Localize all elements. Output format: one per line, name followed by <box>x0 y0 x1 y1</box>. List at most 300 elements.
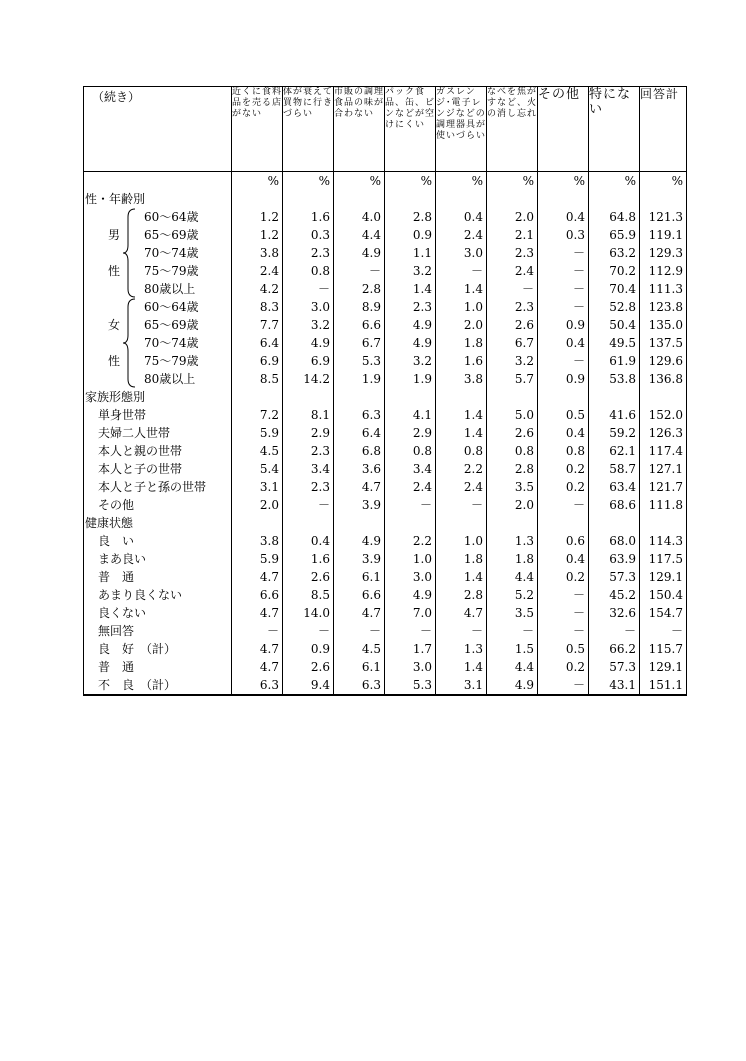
value-cell: 64.8 <box>589 208 640 226</box>
value-cell: 4.7 <box>436 604 487 622</box>
table-row <box>84 208 687 226</box>
value-cell: － <box>538 604 589 622</box>
value-cell: 70.2 <box>589 262 640 280</box>
value-cell: 3.5 <box>487 478 538 496</box>
value-cell: 2.9 <box>283 424 334 442</box>
value-cell: 3.1 <box>232 478 283 496</box>
row-label-cell <box>84 406 232 424</box>
value-cell: 4.9 <box>385 586 436 604</box>
value-cell: 65.9 <box>589 226 640 244</box>
row-label: 80歳以上 <box>144 282 196 296</box>
value-cell: 0.5 <box>538 640 589 658</box>
row-label-cell <box>84 298 232 316</box>
row-label: 良 好 （計） <box>98 642 177 656</box>
value-cell: 2.3 <box>487 244 538 262</box>
value-cell: － <box>538 244 589 262</box>
empty-cell <box>232 388 283 406</box>
value-cell: 59.2 <box>589 424 640 442</box>
value-cell: 0.2 <box>538 460 589 478</box>
row-label: まあ良い <box>98 552 147 566</box>
value-cell: 2.8 <box>436 586 487 604</box>
value-cell: 154.7 <box>640 604 687 622</box>
table-row <box>84 298 687 316</box>
row-label: 75～79歳 <box>144 354 199 368</box>
value-cell: － <box>538 298 589 316</box>
value-cell: － <box>538 586 589 604</box>
value-cell: 0.8 <box>385 442 436 460</box>
empty-cell <box>232 190 283 208</box>
value-cell: 14.0 <box>283 604 334 622</box>
value-cell: 4.4 <box>334 226 385 244</box>
row-label-cell <box>84 676 232 695</box>
value-cell: 1.6 <box>436 352 487 370</box>
value-cell: 111.8 <box>640 496 687 514</box>
value-cell: 1.2 <box>232 226 283 244</box>
section-label: 健康状態 <box>85 516 134 530</box>
table-row <box>84 352 687 370</box>
header-row <box>84 87 687 172</box>
value-cell: 5.9 <box>232 424 283 442</box>
value-cell: 0.9 <box>538 316 589 334</box>
value-cell: 117.4 <box>640 442 687 460</box>
empty-cell <box>283 388 334 406</box>
empty-cell <box>640 514 687 532</box>
value-cell: 2.2 <box>436 460 487 478</box>
unit-cell: % <box>436 172 487 191</box>
value-cell: 129.6 <box>640 352 687 370</box>
table-row <box>84 460 687 478</box>
value-cell: 2.9 <box>385 424 436 442</box>
value-cell: 3.0 <box>436 244 487 262</box>
value-cell: 1.4 <box>436 568 487 586</box>
value-cell: 4.9 <box>385 334 436 352</box>
value-cell: 117.5 <box>640 550 687 568</box>
table-row <box>84 442 687 460</box>
value-cell: 49.5 <box>589 334 640 352</box>
value-cell: － <box>538 262 589 280</box>
value-cell: 3.5 <box>487 604 538 622</box>
row-label-cell <box>84 262 232 280</box>
value-cell: 2.4 <box>232 262 283 280</box>
value-cell: 4.7 <box>232 640 283 658</box>
section-label: 性・年齢別 <box>85 192 146 206</box>
section-label-cell <box>84 190 232 208</box>
section-household <box>84 388 687 406</box>
value-cell: － <box>538 352 589 370</box>
value-cell: － <box>538 496 589 514</box>
row-label: 75～79歳 <box>144 264 199 278</box>
table-row <box>84 568 687 586</box>
table-row <box>84 478 687 496</box>
value-cell: 6.9 <box>232 352 283 370</box>
value-cell: 2.4 <box>436 478 487 496</box>
value-cell: － <box>487 280 538 298</box>
value-cell: 8.9 <box>334 298 385 316</box>
value-cell: 57.3 <box>589 658 640 676</box>
value-cell: 45.2 <box>589 586 640 604</box>
value-cell: 5.9 <box>232 550 283 568</box>
value-cell: 2.8 <box>487 460 538 478</box>
empty-cell <box>232 514 283 532</box>
value-cell: 53.8 <box>589 370 640 388</box>
empty-cell <box>334 514 385 532</box>
value-cell: 0.5 <box>538 406 589 424</box>
value-cell: 3.8 <box>232 244 283 262</box>
row-label-cell <box>84 658 232 676</box>
value-cell: 8.5 <box>283 586 334 604</box>
table-row <box>84 550 687 568</box>
value-cell: － <box>334 622 385 640</box>
unit-cell: % <box>334 172 385 191</box>
value-cell: 0.4 <box>538 334 589 352</box>
value-cell: 2.0 <box>232 496 283 514</box>
value-cell: － <box>640 622 687 640</box>
value-cell: 2.3 <box>487 298 538 316</box>
col-header: 体が衰えて買物に行きづらい <box>283 87 334 172</box>
value-cell: 1.6 <box>283 550 334 568</box>
gender-label: 男 <box>108 228 121 242</box>
table-row <box>84 316 687 334</box>
unit-cell: % <box>538 172 589 191</box>
value-cell: 0.3 <box>538 226 589 244</box>
value-cell: 0.9 <box>385 226 436 244</box>
row-label: 本人と子の世帯 <box>98 462 183 476</box>
value-cell: 1.0 <box>436 298 487 316</box>
value-cell: 1.6 <box>283 208 334 226</box>
col-header: なべを焦がすなど、火の消し忘れ <box>487 87 538 172</box>
value-cell: 6.4 <box>334 424 385 442</box>
value-cell: 3.4 <box>283 460 334 478</box>
value-cell: 2.3 <box>283 478 334 496</box>
value-cell: 0.4 <box>538 550 589 568</box>
value-cell: 121.3 <box>640 208 687 226</box>
value-cell: 1.3 <box>436 640 487 658</box>
row-label: 80歳以上 <box>144 372 196 386</box>
value-cell: 61.9 <box>589 352 640 370</box>
unit-cell: % <box>589 172 640 191</box>
gender-label: 性 <box>108 264 121 278</box>
value-cell: － <box>283 496 334 514</box>
row-label-cell <box>84 568 232 586</box>
value-cell: 4.7 <box>232 568 283 586</box>
value-cell: 2.4 <box>436 226 487 244</box>
value-cell: 3.8 <box>232 532 283 550</box>
table-row <box>84 676 687 695</box>
section-label: 家族形態別 <box>85 390 146 404</box>
value-cell: 0.8 <box>283 262 334 280</box>
unit-label-cell <box>84 172 232 191</box>
unit-cell: % <box>232 172 283 191</box>
section-sex-age <box>84 190 687 208</box>
col-header: その他 <box>538 87 589 172</box>
value-cell: 66.2 <box>589 640 640 658</box>
value-cell: 0.4 <box>436 208 487 226</box>
row-label: 70～74歳 <box>144 246 199 260</box>
table-row <box>84 604 687 622</box>
value-cell: 2.8 <box>334 280 385 298</box>
value-cell: 32.6 <box>589 604 640 622</box>
empty-cell <box>385 388 436 406</box>
value-cell: 0.9 <box>283 640 334 658</box>
value-cell: 3.0 <box>385 568 436 586</box>
value-cell: － <box>538 676 589 695</box>
value-cell: 8.1 <box>283 406 334 424</box>
value-cell: 2.0 <box>436 316 487 334</box>
value-cell: 1.8 <box>436 550 487 568</box>
row-label-cell <box>84 352 232 370</box>
value-cell: 1.4 <box>436 406 487 424</box>
value-cell: 6.3 <box>334 406 385 424</box>
value-cell: 6.9 <box>283 352 334 370</box>
row-label-cell <box>84 334 232 352</box>
value-cell: 7.0 <box>385 604 436 622</box>
value-cell: 4.9 <box>487 676 538 695</box>
value-cell: － <box>538 622 589 640</box>
value-cell: 6.6 <box>334 586 385 604</box>
row-label-cell <box>84 208 232 226</box>
value-cell: 4.9 <box>283 334 334 352</box>
value-cell: 50.4 <box>589 316 640 334</box>
value-cell: 0.2 <box>538 478 589 496</box>
col-header: 市販の調理食品の味が合わない <box>334 87 385 172</box>
row-label: 65～69歳 <box>144 318 199 332</box>
value-cell: 0.8 <box>487 442 538 460</box>
value-cell: 5.3 <box>385 676 436 695</box>
value-cell: 4.4 <box>487 658 538 676</box>
table-row <box>84 370 687 388</box>
table-row <box>84 586 687 604</box>
table-row <box>84 226 687 244</box>
value-cell: 41.6 <box>589 406 640 424</box>
value-cell: 5.0 <box>487 406 538 424</box>
empty-cell <box>589 190 640 208</box>
value-cell: 3.9 <box>334 496 385 514</box>
value-cell: 1.0 <box>385 550 436 568</box>
col-header: ガスレンジ･電子レンジなどの調理器具が使いづらい <box>436 87 487 172</box>
table-row <box>84 244 687 262</box>
unit-cell: % <box>385 172 436 191</box>
value-cell: 1.1 <box>385 244 436 262</box>
empty-cell <box>283 514 334 532</box>
value-cell: 0.9 <box>538 370 589 388</box>
value-cell: 0.2 <box>538 658 589 676</box>
table-row <box>84 496 687 514</box>
value-cell: － <box>283 622 334 640</box>
value-cell: 3.2 <box>283 316 334 334</box>
value-cell: － <box>436 496 487 514</box>
empty-cell <box>589 388 640 406</box>
col-header: 近くに食料品を売る店がない <box>232 87 283 172</box>
empty-cell <box>640 388 687 406</box>
value-cell: 1.9 <box>334 370 385 388</box>
value-cell: － <box>436 262 487 280</box>
row-label-cell <box>84 424 232 442</box>
unit-cell: % <box>487 172 538 191</box>
value-cell: 4.9 <box>385 316 436 334</box>
row-label: 70～74歳 <box>144 336 199 350</box>
value-cell: － <box>385 496 436 514</box>
continued-label: （続き） <box>84 87 232 172</box>
value-cell: 2.8 <box>385 208 436 226</box>
value-cell: 6.3 <box>232 676 283 695</box>
row-label: 普 通 <box>98 660 135 674</box>
empty-cell <box>334 190 385 208</box>
row-label-cell <box>84 622 232 640</box>
empty-cell <box>538 190 589 208</box>
value-cell: 3.2 <box>487 352 538 370</box>
empty-cell <box>436 190 487 208</box>
table-row <box>84 622 687 640</box>
value-cell: 2.3 <box>283 244 334 262</box>
value-cell: 2.4 <box>385 478 436 496</box>
value-cell: 1.4 <box>385 280 436 298</box>
value-cell: 126.3 <box>640 424 687 442</box>
row-label-cell <box>84 604 232 622</box>
value-cell: 1.9 <box>385 370 436 388</box>
value-cell: 152.0 <box>640 406 687 424</box>
value-cell: 1.2 <box>232 208 283 226</box>
value-cell: 3.0 <box>283 298 334 316</box>
empty-cell <box>385 514 436 532</box>
value-cell: 57.3 <box>589 568 640 586</box>
value-cell: 4.9 <box>334 244 385 262</box>
value-cell: 111.3 <box>640 280 687 298</box>
value-cell: 129.1 <box>640 568 687 586</box>
row-label: 本人と親の世帯 <box>98 444 183 458</box>
value-cell: 4.7 <box>334 478 385 496</box>
row-label-cell <box>84 532 232 550</box>
value-cell: 6.8 <box>334 442 385 460</box>
value-cell: 6.1 <box>334 568 385 586</box>
value-cell: 9.4 <box>283 676 334 695</box>
unit-cell: % <box>283 172 334 191</box>
value-cell: 43.1 <box>589 676 640 695</box>
value-cell: 14.2 <box>283 370 334 388</box>
row-label-cell <box>84 226 232 244</box>
value-cell: 5.4 <box>232 460 283 478</box>
table-row <box>84 532 687 550</box>
value-cell: 63.9 <box>589 550 640 568</box>
table-row <box>84 406 687 424</box>
row-label-cell <box>84 280 232 298</box>
value-cell: 2.6 <box>487 424 538 442</box>
row-label: 良 い <box>98 534 135 548</box>
value-cell: 62.1 <box>589 442 640 460</box>
value-cell: 2.3 <box>385 298 436 316</box>
gender-label: 女 <box>108 318 121 332</box>
row-label-cell <box>84 550 232 568</box>
value-cell: 1.8 <box>487 550 538 568</box>
value-cell: 2.6 <box>283 658 334 676</box>
row-label-cell <box>84 460 232 478</box>
row-label: 無回答 <box>98 624 135 638</box>
survey-table <box>83 86 687 696</box>
row-label-cell <box>84 640 232 658</box>
col-header: 特にない <box>589 87 640 172</box>
value-cell: 8.5 <box>232 370 283 388</box>
value-cell: 0.4 <box>283 532 334 550</box>
value-cell: 2.3 <box>283 442 334 460</box>
value-cell: 52.8 <box>589 298 640 316</box>
value-cell: 4.7 <box>232 658 283 676</box>
value-cell: 1.4 <box>436 658 487 676</box>
value-cell: 0.4 <box>538 208 589 226</box>
value-cell: － <box>232 622 283 640</box>
row-label: 普 通 <box>98 570 135 584</box>
unit-row <box>84 172 687 191</box>
value-cell: 0.3 <box>283 226 334 244</box>
table-row <box>84 640 687 658</box>
row-label: 本人と子と孫の世帯 <box>98 480 207 494</box>
empty-cell <box>538 514 589 532</box>
value-cell: 137.5 <box>640 334 687 352</box>
value-cell: 0.2 <box>538 568 589 586</box>
value-cell: 5.7 <box>487 370 538 388</box>
value-cell: 6.4 <box>232 334 283 352</box>
value-cell: 7.7 <box>232 316 283 334</box>
value-cell: 6.3 <box>334 676 385 695</box>
value-cell: 2.0 <box>487 496 538 514</box>
value-cell: 119.1 <box>640 226 687 244</box>
table-row <box>84 262 687 280</box>
empty-cell <box>487 190 538 208</box>
value-cell: 4.0 <box>334 208 385 226</box>
value-cell: 6.7 <box>487 334 538 352</box>
value-cell: 2.6 <box>283 568 334 586</box>
value-cell: － <box>589 622 640 640</box>
value-cell: － <box>538 280 589 298</box>
value-cell: 5.2 <box>487 586 538 604</box>
row-label-cell <box>84 496 232 514</box>
value-cell: 151.1 <box>640 676 687 695</box>
empty-cell <box>487 514 538 532</box>
value-cell: 2.0 <box>487 208 538 226</box>
table-row <box>84 424 687 442</box>
row-label-cell <box>84 244 232 262</box>
value-cell: 135.0 <box>640 316 687 334</box>
empty-cell <box>538 388 589 406</box>
row-label-cell <box>84 586 232 604</box>
value-cell: － <box>283 280 334 298</box>
value-cell: 8.3 <box>232 298 283 316</box>
empty-cell <box>334 388 385 406</box>
value-cell: 4.7 <box>232 604 283 622</box>
row-label-cell <box>84 370 232 388</box>
value-cell: 114.3 <box>640 532 687 550</box>
value-cell: 3.9 <box>334 550 385 568</box>
value-cell: 4.4 <box>487 568 538 586</box>
value-cell: 63.4 <box>589 478 640 496</box>
unit-cell: % <box>640 172 687 191</box>
empty-cell <box>589 514 640 532</box>
row-label: 夫婦二人世帯 <box>98 426 171 440</box>
row-label: 不 良 （計） <box>98 678 177 692</box>
value-cell: 129.3 <box>640 244 687 262</box>
value-cell: 2.6 <box>487 316 538 334</box>
value-cell: 4.9 <box>334 532 385 550</box>
value-cell: 0.6 <box>538 532 589 550</box>
value-cell: 1.4 <box>436 280 487 298</box>
value-cell: 0.4 <box>538 424 589 442</box>
value-cell: 129.1 <box>640 658 687 676</box>
section-label-cell <box>84 514 232 532</box>
value-cell: 123.8 <box>640 298 687 316</box>
value-cell: 4.2 <box>232 280 283 298</box>
row-label: その他 <box>98 498 135 512</box>
value-cell: 1.5 <box>487 640 538 658</box>
empty-cell <box>436 388 487 406</box>
row-label: 60～64歳 <box>144 300 199 314</box>
